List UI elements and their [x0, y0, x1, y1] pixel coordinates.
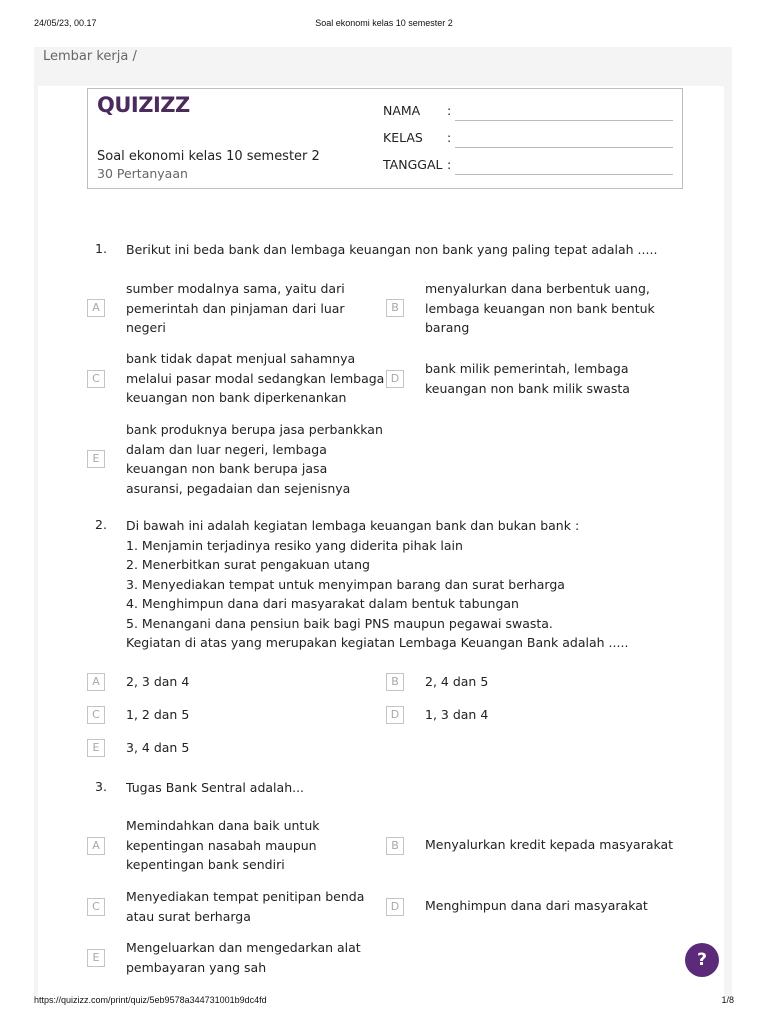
option-text: [126, 887, 364, 926]
option-line: keuangan non bank milik swasta: [425, 380, 630, 396]
field-colon: :: [447, 157, 452, 172]
question-line: 4. Menghimpun dana dari masyarakat dalam bentuk tabungan: [126, 596, 519, 611]
option-text: [425, 279, 655, 338]
option-line: pemerintah dan pinjaman dari luar: [126, 300, 345, 316]
field-colon: :: [447, 103, 452, 118]
option-text: [126, 672, 189, 692]
nama-line: [455, 120, 673, 121]
option-line: 1, 2 dan 5: [126, 707, 190, 722]
print-url[interactable]: https://quizizz.com/print/quiz/5eb9578a344731001b9dc4fd: [34, 995, 267, 1005]
option-letter-box[interactable]: C: [87, 706, 105, 724]
field-label-nama: NAMA: [383, 103, 421, 118]
option-text: [425, 705, 488, 725]
option-text: [425, 835, 673, 855]
option-letter-box[interactable]: A: [87, 673, 105, 691]
question-text: [126, 778, 686, 798]
tanggal-line: [455, 174, 673, 175]
option-text: [126, 816, 319, 875]
option-letter-box[interactable]: B: [386, 837, 404, 855]
option-text: [126, 420, 383, 498]
question-line: Tugas Bank Sentral adalah...: [126, 780, 305, 795]
option-line: Menyediakan tempat penitipan benda: [126, 889, 365, 904]
option-letter-box[interactable]: A: [87, 299, 105, 317]
option-line: bank milik pemerintah, lembaga: [425, 361, 629, 376]
question-text: [126, 516, 686, 653]
option-line: bank produknya berupa jasa perbankkan: [126, 422, 383, 437]
question-line: Di bawah ini adalah kegiatan lembaga keuangan bank dan bukan bank :: [126, 518, 580, 533]
question-line: 2. Menerbitkan surat pengakuan utang: [126, 557, 370, 572]
field-colon: :: [447, 130, 452, 145]
question-count: 30 Pertanyaan: [97, 166, 188, 181]
question-number: 3.: [95, 779, 107, 794]
option-letter-box[interactable]: C: [87, 898, 105, 916]
option-line: kepentingan nasabah maupun: [126, 837, 317, 853]
breadcrumb[interactable]: Lembar kerja /: [43, 49, 137, 64]
option-letter-box[interactable]: C: [87, 370, 105, 388]
print-page-number: 1/8: [721, 995, 734, 1005]
option-line: atau surat berharga: [126, 908, 251, 924]
option-line: negeri: [126, 320, 166, 335]
option-line: Menghimpun dana dari masyarakat: [425, 898, 648, 913]
question-line: Berikut ini beda bank dan lembaga keuangan non bank yang paling tepat adalah .....: [126, 242, 658, 257]
option-line: lembaga keuangan non bank bentuk: [425, 300, 655, 316]
question-line: Kegiatan di atas yang merupakan kegiatan Lembaga Keuangan Bank adalah .....: [126, 635, 629, 650]
help-button[interactable]: ?: [685, 943, 719, 977]
option-letter-box[interactable]: B: [386, 673, 404, 691]
field-label-tanggal: TANGGAL: [383, 157, 443, 172]
option-line: barang: [425, 320, 470, 335]
option-line: 1, 3 dan 4: [425, 707, 489, 722]
print-doc-title: Soal ekonomi kelas 10 semester 2: [315, 18, 453, 28]
option-text: [126, 705, 189, 725]
option-line: Memindahkan dana baik untuk: [126, 818, 320, 833]
option-letter-box[interactable]: E: [87, 450, 105, 468]
option-line: bank tidak dapat menjual sahamnya: [126, 351, 356, 366]
option-letter-box[interactable]: D: [386, 370, 404, 388]
option-line: keuangan non bank berupa jasa: [126, 461, 328, 476]
option-text: [126, 349, 384, 408]
option-letter-box[interactable]: D: [386, 706, 404, 724]
option-line: pembayaran yang sah: [126, 959, 267, 975]
question-line: 5. Menangani dana pensiun baik bagi PNS maupun pegawai swasta.: [126, 615, 553, 631]
option-text: [126, 938, 361, 977]
option-letter-box[interactable]: D: [386, 898, 404, 916]
option-text: [425, 672, 488, 692]
option-line: Mengeluarkan dan mengedarkan alat: [126, 940, 361, 955]
option-line: dalam dan luar negeri, lembaga: [126, 441, 327, 457]
option-letter-box[interactable]: B: [386, 299, 404, 317]
option-line: 2, 4 dan 5: [425, 674, 489, 689]
print-datetime: 24/05/23, 00.17: [34, 18, 97, 28]
question-line: 3. Menyediakan tempat untuk menyimpan barang dan surat berharga: [126, 576, 565, 592]
quizizz-logo: QUIZIZZ: [97, 93, 190, 117]
option-letter-box[interactable]: A: [87, 837, 105, 855]
option-line: kepentingan bank sendiri: [126, 857, 285, 872]
field-label-kelas: KELAS: [383, 130, 423, 145]
option-text: [425, 359, 630, 398]
question-number: 2.: [95, 517, 107, 532]
option-text: [126, 738, 189, 758]
option-line: keuangan non bank diperkenankan: [126, 390, 347, 405]
quiz-title: Soal ekonomi kelas 10 semester 2: [97, 149, 320, 164]
option-line: menyalurkan dana berbentuk uang,: [425, 281, 650, 296]
question-text: [126, 240, 686, 260]
question-line: 1. Menjamin terjadinya resiko yang diderita pihak lain: [126, 537, 463, 553]
option-line: melalui pasar modal sedangkan lembaga: [126, 370, 385, 386]
kelas-line: [455, 147, 673, 148]
option-line: asuransi, pegadaian dan sejenisnya: [126, 480, 351, 496]
option-line: 2, 3 dan 4: [126, 674, 190, 689]
option-line: Menyalurkan kredit kepada masyarakat: [425, 837, 674, 852]
question-number: 1.: [95, 241, 107, 256]
option-line: sumber modalnya sama, yaitu dari: [126, 281, 345, 296]
option-line: 3, 4 dan 5: [126, 740, 190, 755]
option-text: [126, 279, 345, 338]
option-letter-box[interactable]: E: [87, 739, 105, 757]
option-letter-box[interactable]: E: [87, 949, 105, 967]
option-text: [425, 896, 648, 916]
